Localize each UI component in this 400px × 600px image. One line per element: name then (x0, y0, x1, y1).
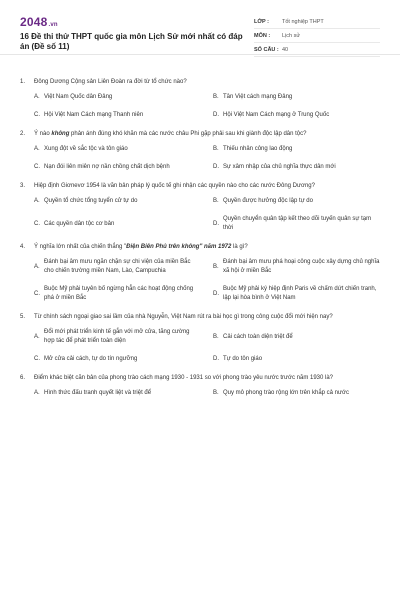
option-letter: C. (34, 290, 40, 297)
option-text: Tân Việt cách mạng Đảng (223, 94, 293, 100)
logo-main: 2048 (20, 15, 48, 29)
question-5-text-row (20, 313, 380, 322)
answer-options (20, 389, 380, 398)
option-text: Cải cách toàn diện triệt để (223, 333, 293, 340)
option-d[interactable] (213, 285, 380, 303)
meta-row-count (254, 43, 380, 57)
question-text-post: là gì? (231, 244, 248, 250)
site-logo[interactable] (20, 15, 58, 29)
option-letter: D. (213, 112, 219, 118)
option-letter: B. (213, 146, 219, 152)
question-text: Hiệp định Giơnevơ 1954 là văn bản pháp lý quốc tế ghi nhận các quyền nào cho các nước Đông Dương? (34, 183, 315, 189)
document-header (0, 0, 400, 55)
option-text: Việt Nam Quốc dân Đảng (44, 94, 113, 100)
option-text: Tự do tôn giáo (223, 356, 263, 362)
meta-label-count: SỐ CÂU : (254, 46, 279, 53)
option-letter: A. (34, 333, 40, 340)
option-a[interactable] (34, 197, 201, 206)
meta-row-class (254, 15, 380, 29)
option-text: Hội Việt Nam Cách mạng Thanh niên (44, 112, 144, 118)
option-c[interactable] (34, 285, 201, 303)
option-text: Buộc Mỹ phải ký hiệp định Paris về chấm dứt chiến tranh, lập lại hòa bình ở Việt Nam (223, 286, 377, 301)
answer-options (20, 328, 380, 364)
option-letter: D. (213, 164, 219, 170)
question-text: Từ chính sách ngoại giao sai lầm của nhà Nguyễn, Việt Nam rút ra bài học gì trong công cuộc đổi mới hiện nay? (34, 314, 333, 320)
option-text: Đổi mới phát triển kinh tế gắn với mở cửa, tăng cường hợp tác để phát triển toàn diện (44, 329, 190, 344)
question-text-pre: Ý nào (34, 131, 52, 137)
option-letter: B. (213, 333, 219, 340)
option-letter: D. (213, 290, 219, 297)
option-letter: B. (213, 198, 219, 204)
question-text-emphasis: Điện Biên Phủ trên không" năm 1972 (126, 244, 232, 250)
question-number: 3. (20, 183, 26, 189)
question-6-text-row (20, 374, 380, 383)
option-a[interactable] (34, 145, 201, 154)
meta-label-class: LỚP : (254, 18, 269, 25)
option-text: Hội Việt Nam Cách mạng ở Trung Quốc (223, 112, 330, 118)
question-text-pre: Ý nghĩa lớn nhất của chiến thắng " (34, 244, 127, 250)
option-b[interactable] (213, 197, 380, 206)
question-number: 2. (20, 131, 26, 137)
meta-value-subject: Lịch sử (282, 32, 301, 39)
option-text: Đánh bại âm mưu ngăn chặn sự chi viện của miền Bắc cho chiến trường miền Nam, Lào, Campuchia (44, 259, 191, 274)
meta-value-class: Tốt nghiệp THPT (282, 18, 324, 25)
meta-value-count: 40 (282, 46, 289, 53)
option-letter: A. (34, 94, 40, 100)
option-d[interactable] (213, 355, 380, 364)
option-c[interactable] (34, 111, 201, 120)
meta-label-subject: MÔN : (254, 32, 271, 39)
option-text: Quy mô phong trào rộng lớn trên khắp cả nước (223, 390, 349, 396)
question-text-post: phản ánh đúng khó khăn mà các nước châu Phi gặp phải sau khi giành độc lập dân tộc? (69, 131, 307, 137)
option-letter: B. (213, 263, 219, 270)
question-2 (0, 130, 400, 172)
option-b[interactable] (213, 93, 380, 102)
question-number: 6. (20, 375, 26, 381)
question-3-text-row (20, 182, 380, 191)
option-b[interactable] (213, 145, 380, 154)
answer-options (20, 93, 380, 120)
option-a[interactable] (34, 258, 201, 276)
option-b[interactable] (213, 258, 380, 276)
option-letter: C. (34, 220, 40, 227)
option-letter: A. (34, 390, 40, 396)
question-text: Điểm khác biệt căn bản của phong trào cách mạng 1930 - 1931 so với phong trào yêu nước trước năm 1930 là? (34, 375, 334, 381)
option-a[interactable] (34, 93, 201, 102)
option-text: Sự xâm nhập của chủ nghĩa thực dân mới (223, 164, 336, 170)
option-text: Xung đột về sắc tộc và tôn giáo (44, 146, 128, 152)
question-1 (0, 78, 400, 120)
document-title: 16 Đề thi thử THPT quốc gia môn Lịch Sử mới nhất có đáp án (Đề số 11) (20, 32, 243, 51)
option-letter: A. (34, 198, 40, 204)
option-d[interactable] (213, 111, 380, 120)
option-text: Quyền được hưởng độc lập tự do (223, 198, 313, 204)
option-text: Mở cửa cải cách, tự do tín ngưỡng (44, 356, 138, 362)
question-4-text-row (20, 243, 380, 252)
meta-row-subject (254, 29, 380, 43)
question-1-text-row (20, 78, 380, 87)
option-b[interactable] (213, 328, 380, 346)
option-d[interactable] (213, 163, 380, 172)
option-text: Hình thức đấu tranh quyết liệt và triệt để (44, 390, 152, 396)
answer-options (20, 145, 380, 172)
question-text (34, 243, 380, 252)
option-letter: B. (213, 94, 219, 100)
question-number: 5. (20, 314, 26, 320)
option-text: Quyền tổ chức tổng tuyển cử tự do (44, 198, 138, 204)
exam-meta (254, 15, 380, 57)
option-c[interactable] (34, 355, 201, 364)
option-text: Quyền chuyển quân tập kết theo dõi tuyến quân sự tạm thời (223, 216, 372, 231)
logo-suffix: .vn (48, 22, 58, 28)
option-a[interactable] (34, 328, 201, 346)
question-text: Đông Dương Cộng sản Liên Đoàn ra đời từ tổ chức nào? (34, 79, 187, 85)
option-b[interactable] (213, 389, 380, 398)
option-text: Nạn đói liên miên nợ nần chồng chất dịch bệnh (44, 164, 170, 170)
option-letter: A. (34, 263, 40, 270)
option-letter: C. (34, 164, 40, 170)
option-letter: B. (213, 390, 219, 396)
option-letter: C. (34, 356, 40, 362)
question-3 (0, 182, 400, 233)
option-d[interactable] (213, 215, 380, 233)
question-number: 1. (20, 79, 26, 85)
question-6 (0, 374, 400, 398)
option-text: Đánh bại âm mưu phá hoại công cuộc xây dựng chủ nghĩa xã hội ở miền Bắc (223, 259, 380, 274)
question-number: 4. (20, 244, 26, 250)
answer-options (20, 258, 380, 303)
question-5 (0, 313, 400, 364)
option-text: Buộc Mỹ phải tuyên bố ngừng hẳn các hoạt động chống phá ở miền Bắc (44, 286, 194, 301)
answer-options (20, 197, 380, 233)
option-c[interactable] (34, 163, 201, 172)
option-text: Các quyền dân tộc cơ bản (44, 220, 115, 227)
question-4 (0, 243, 400, 303)
option-a[interactable] (34, 389, 201, 398)
question-text (34, 130, 380, 139)
question-2-text-row (20, 130, 380, 139)
question-list (0, 78, 400, 408)
option-letter: D. (213, 220, 219, 227)
option-c[interactable] (34, 215, 201, 233)
option-text: Thiếu nhân công lao động (223, 146, 293, 152)
option-letter: D. (213, 356, 219, 362)
option-letter: A. (34, 146, 40, 152)
option-letter: C. (34, 112, 40, 118)
question-text-emphasis: không (51, 131, 70, 137)
